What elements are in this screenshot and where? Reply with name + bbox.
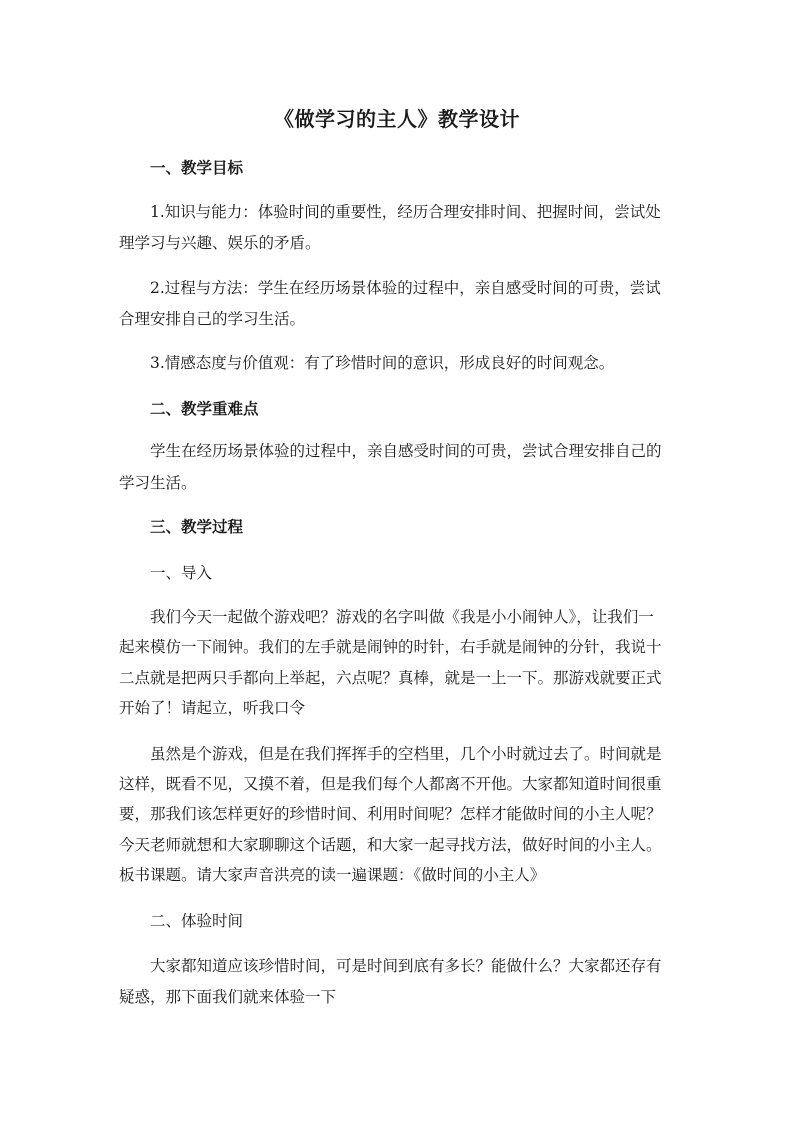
document-title: 《做学习的主人》教学设计 — [274, 107, 520, 131]
paragraph-line: 要，那我们该怎样更好的珍惜时间、利用时间呢？怎样才能做时间的小主人呢？ — [119, 805, 662, 823]
section-heading-objectives: 一、教学目标 — [150, 159, 244, 177]
paragraph-line: 板书课题。请大家声音洪亮的读一遍课题：《做时间的小主人》 — [119, 866, 546, 884]
paragraph-line: 大家都知道应该珍惜时间，可是时间到底有多长？能做什么？大家都还存有 — [150, 957, 662, 975]
paragraph-line: 虽然是个游戏，但是在我们挥挥手的空档里，几个小时就过去了。时间就是 — [150, 745, 662, 763]
paragraph-line: 开始了！请起立，听我口令 — [119, 699, 306, 717]
subsection-heading-intro: 一、导入 — [150, 564, 213, 582]
paragraph-line: 疑惑，那下面我们就来体验一下 — [119, 988, 337, 1006]
paragraph-line: 二点就是把两只手都向上举起，六点呢？真棒，就是一上一下。那游戏就要正式 — [119, 669, 662, 687]
paragraph-line: 起来模仿一下闹钟。我们的左手就是闹钟的时针，右手就是闹钟的分针，我说十 — [119, 638, 662, 656]
paragraph-line: 合理安排自己的学习生活。 — [119, 310, 306, 328]
subsection-heading-experience: 二、体验时间 — [150, 912, 244, 930]
paragraph-line: 学习生活。 — [119, 474, 197, 492]
paragraph-line: 理学习与兴趣、娱乐的矛盾。 — [119, 234, 321, 252]
paragraph-line: 这样，既看不见，又摸不着，但是我们每个人都离不开他。大家都知道时间很重 — [119, 775, 662, 793]
section-heading-process: 三、教学过程 — [150, 518, 244, 536]
paragraph-line: 1.知识与能力：体验时间的重要性，经历合理安排时间、把握时间，尝试处 — [150, 203, 661, 221]
section-heading-key-points: 二、教学重难点 — [150, 400, 259, 418]
paragraph-line: 学生在经历场景体验的过程中，亲自感受时间的可贵，尝试合理安排自己的 — [150, 442, 662, 460]
paragraph-line: 3.情感态度与价值观：有了珍惜时间的意识，形成良好的时间观念。 — [150, 354, 615, 372]
paragraph-line: 2.过程与方法：学生在经历场景体验的过程中，亲自感受时间的可贵，尝试 — [150, 279, 661, 297]
paragraph-line: 今天老师就想和大家聊聊这个话题，和大家一起寻找方法，做好时间的小主人。 — [119, 836, 662, 854]
paragraph-line: 我们今天一起做个游戏吧？游戏的名字叫做《我是小小闹钟人》，让我们一 — [150, 608, 654, 626]
